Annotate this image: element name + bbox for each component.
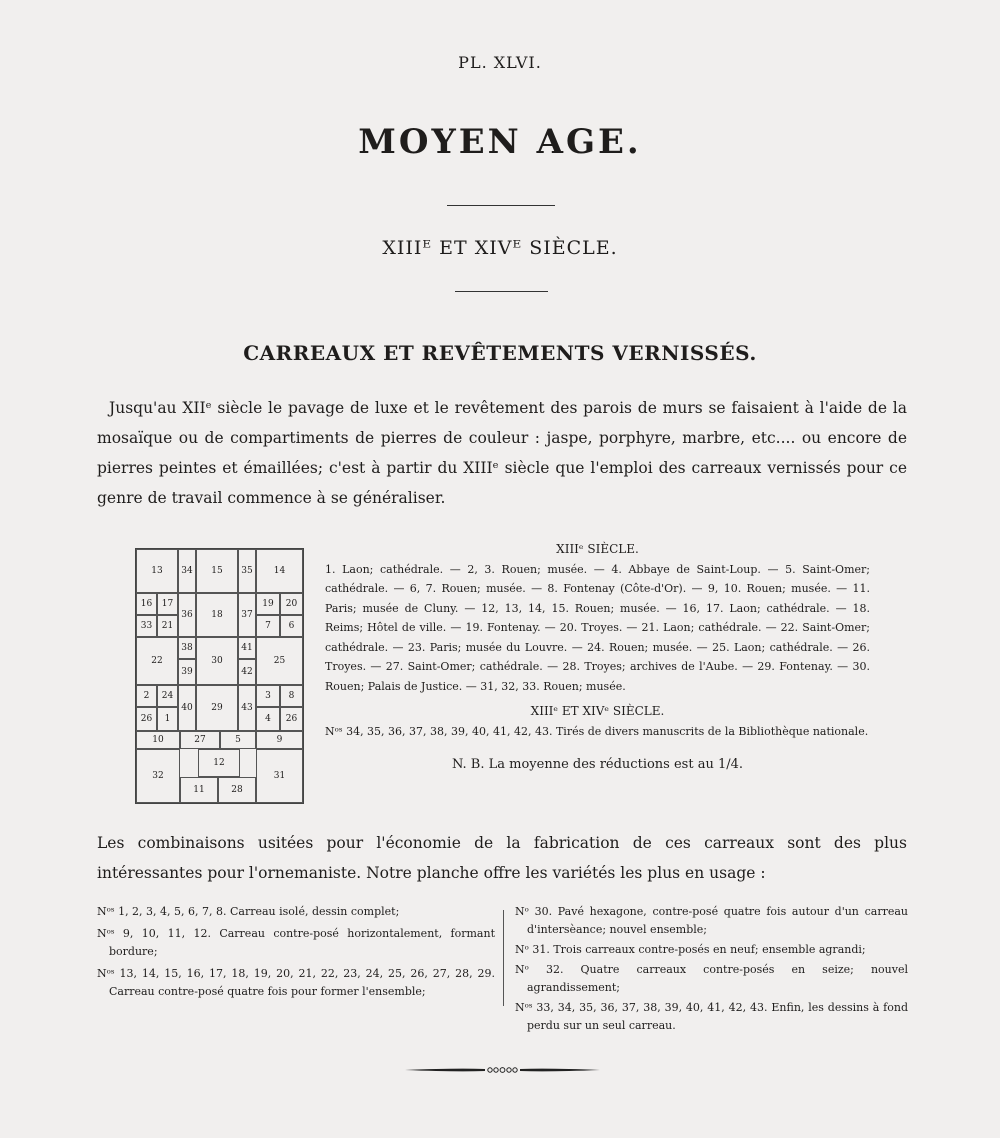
diagram-cell: 8 bbox=[280, 685, 303, 707]
diagram-cell: 27 bbox=[180, 731, 220, 749]
diagram-cell: 29 bbox=[196, 685, 238, 731]
century-subtitle: XIIIᴱ ET XIVᴱ SIÈCLE. bbox=[382, 237, 618, 259]
diagram-cell: 10 bbox=[136, 731, 180, 749]
section-heading: CARREAUX ET REVÊTEMENTS VERNISSÉS. bbox=[243, 341, 757, 365]
diagram-cell: 11 bbox=[180, 777, 218, 803]
title-divider bbox=[447, 205, 555, 206]
page-title: MOYEN AGE. bbox=[358, 122, 642, 162]
diagram-cell: 12 bbox=[198, 749, 240, 777]
diagram-cell: 21 bbox=[157, 615, 178, 637]
combinations-paragraph: Les combinaisons usitées pour l'économie de la fabrication de ces carreaux sont des plus intéressantes pour l'ornemaniste. Notre planche offre les variétés les plus en usage : bbox=[97, 834, 907, 882]
diagram-cell: 41 bbox=[238, 637, 256, 659]
subtitle-divider bbox=[455, 291, 548, 292]
diagram-cell: 7 bbox=[256, 615, 280, 637]
diagram-cell: 33 bbox=[136, 615, 157, 637]
legend-text-xiii-xiv: Nᵒˢ 34, 35, 36, 37, 38, 39, 40, 41, 42, 43. Tirés de divers manuscrits de la Bibliothèque nationale. bbox=[325, 724, 869, 738]
diagram-cell: 24 bbox=[157, 685, 178, 707]
diagram-cell: 36 bbox=[178, 593, 196, 637]
diagram-cell: 3 bbox=[256, 685, 280, 707]
legend-text-xiii: 1. Laon; cathédrale. — 2, 3. Rouen; musée. — 4. Abbaye de Saint-Loup. — 5. Saint-Omer; cathédrale. — 6, 7. Rouen; musée. — 8. Fontenay (Côte-d'Or). — 9, 10. Rouen; musée. — 11. Paris; musée de Cluny. — 12, 13, 14, 15. Rouen; musée. — 16, 17. Laon; cathédrale. — 18. Reims; Hôtel de ville. — 19. Fontenay. — 20. Troyes. — 21. Laon; cathédrale. — 22. Saint-Omer; cathédrale. — 23. Paris; musée du Louvre. — 24. Rouen; musée. — 25. Laon; cathédrale. — 26. Troyes. — 27. Saint-Omer; cathédrale. — 28. Troyes; archives de l'Aube. — 29. Fontenay. — 30. Rouen; Palais de Justice. — 31, 32, 33. Rouen; musée. bbox=[325, 562, 870, 693]
diagram-cell: 39 bbox=[178, 659, 196, 685]
plate-number: PL. XLVI. bbox=[458, 53, 542, 72]
diagram-cell: 34 bbox=[178, 549, 196, 593]
intro-paragraph: Jusqu'au XIIᵉ siècle le pavage de luxe et le revêtement des parois de murs se faisaient à l'aide de la mosaïque ou de compartiments de pierres de couleur : jaspe, porphyre, marbre, etc.... ou encore de pierres peintes et émaillées; c'est à partir du XIIIᵉ siècle que l'emploi des carreaux vernissés pour ce genre de travail commence à se généraliser. bbox=[97, 399, 907, 507]
variety-item: Nᵒ 30. Pavé hexagone, contre-posé quatre fois autour d'un carreau d'intersèance; nouvel ensemble; bbox=[515, 905, 908, 936]
column-divider bbox=[503, 910, 504, 1006]
diagram-cell: 20 bbox=[280, 593, 303, 615]
diagram-cell: 43 bbox=[238, 685, 256, 731]
legend bbox=[325, 540, 870, 775]
variety-list-left bbox=[97, 903, 495, 1005]
diagram-cell: 31 bbox=[256, 749, 303, 803]
diagram-cell: 42 bbox=[238, 659, 256, 685]
variety-item: Nᵒˢ 13, 14, 15, 16, 17, 18, 19, 20, 21, 22, 23, 24, 25, 26, 27, 28, 29. Carreau contre-posé quatre fois pour former l'ensemble; bbox=[97, 967, 495, 998]
diagram-cell: 4 bbox=[256, 707, 280, 731]
diagram-cell: 17 bbox=[157, 593, 178, 615]
variety-item: Nᵒˢ 9, 10, 11, 12. Carreau contre-posé horizontalement, formant bordure; bbox=[97, 927, 495, 958]
variety-item: Nᵒ 31. Trois carreaux contre-posés en neuf; ensemble agrandi; bbox=[515, 943, 866, 956]
legend-heading-xiii: XIIIᵉ SIÈCLE. bbox=[556, 542, 639, 556]
diagram-cell: 28 bbox=[218, 777, 256, 803]
diagram-cell: 32 bbox=[136, 749, 180, 803]
diagram-cell: 38 bbox=[178, 637, 196, 659]
variety-item: Nᵒˢ 1, 2, 3, 4, 5, 6, 7, 8. Carreau isolé, dessin complet; bbox=[97, 905, 400, 918]
diagram-cell: 30 bbox=[196, 637, 238, 685]
diagram-cell: 19 bbox=[256, 593, 280, 615]
variety-list-right bbox=[515, 903, 908, 1037]
legend-heading-xiii-xiv: XIIIᵉ ET XIVᵉ SIÈCLE. bbox=[530, 704, 665, 718]
diagram-cell: 15 bbox=[196, 549, 238, 593]
tile-layout-diagram bbox=[135, 548, 304, 804]
diagram-cell: 26 bbox=[136, 707, 157, 731]
diagram-cell: 16 bbox=[136, 593, 157, 615]
diagram-cell: 40 bbox=[178, 685, 196, 731]
diagram-cell: 9 bbox=[256, 731, 303, 749]
diagram-cell: 18 bbox=[196, 593, 238, 637]
variety-item: Nᵒˢ 33, 34, 35, 36, 37, 38, 39, 40, 41, 42, 43. Enfin, les dessins à fond perdu sur un seul carreau. bbox=[515, 1001, 908, 1032]
diagram-cell: 6 bbox=[280, 615, 303, 637]
diagram-cell: 37 bbox=[238, 593, 256, 637]
diagram-cell: 1 bbox=[157, 707, 178, 731]
diagram-cell: 25 bbox=[256, 637, 303, 685]
diagram-cell: 26 bbox=[280, 707, 303, 731]
diagram-cell: 2 bbox=[136, 685, 157, 707]
diagram-cell: 35 bbox=[238, 549, 256, 593]
diagram-cell: 5 bbox=[220, 731, 256, 749]
legend-note: N. B. La moyenne des réductions est au 1/4. bbox=[451, 757, 744, 772]
variety-item: Nᵒ 32. Quatre carreaux contre-posés en seize; nouvel agrandissement; bbox=[515, 963, 908, 994]
diagram-cell: 14 bbox=[256, 549, 303, 593]
diagram-cell: 13 bbox=[136, 549, 178, 593]
tailpiece-ornament bbox=[405, 1062, 600, 1078]
diagram-cell: 22 bbox=[136, 637, 178, 685]
